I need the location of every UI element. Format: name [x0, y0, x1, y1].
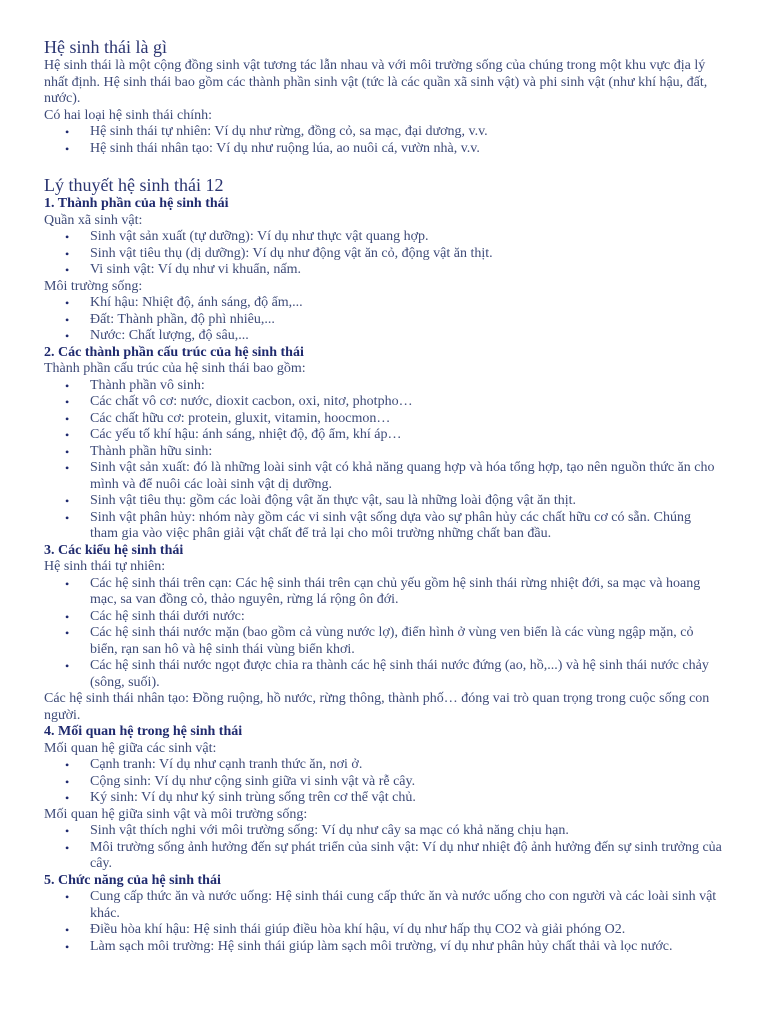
bullet-icon: • — [65, 263, 70, 277]
list-item — [65, 790, 722, 807]
bullet-icon: • — [65, 141, 70, 156]
list-item-text: Nước: Chất lượng, độ sâu,... — [90, 328, 249, 343]
bullet-icon: • — [65, 395, 70, 409]
list-item-text: Cạnh tranh: Ví dụ như cạnh tranh thức ăn, nơi ở. — [90, 757, 363, 772]
bullet-icon: • — [65, 461, 70, 475]
list-item-text: Các chất vô cơ: nước, dioxit cacbon, oxi, nitơ, photpho… — [90, 394, 413, 409]
list-item — [65, 295, 722, 312]
list-item — [65, 460, 722, 493]
list-item-text: Sinh vật sản xuất (tự dưỡng): Ví dụ như thực vật quang hợp. — [90, 229, 429, 244]
list-item-text: Các yếu tố khí hậu: ánh sáng, nhiệt độ, độ ẩm, khí áp… — [90, 427, 402, 442]
label-natural: Hệ sinh thái tự nhiên: — [44, 559, 166, 574]
list-item-text: Điều hòa khí hậu: Hệ sinh thái giúp điều hòa khí hậu, ví dụ như hấp thụ CO2 và giải phóng O2. — [90, 922, 626, 937]
bullet-icon: • — [65, 411, 70, 426]
types-intro: Có hai loại hệ sinh thái chính: — [44, 107, 212, 123]
label-organism-relations: Mối quan hệ giữa các sinh vật: — [44, 740, 217, 756]
list-item — [65, 229, 722, 246]
bullet-icon: • — [65, 125, 70, 139]
list-item-text: Làm sạch môi trường: Hệ sinh thái giúp làm sạch môi trường, ví dụ như phân hủy chất thải và lọc nước. — [90, 938, 673, 954]
list-item-text: Các hệ sinh thái trên cạn: Các hệ sinh thái trên cạn chủ yếu gồm hệ sinh thái rừng nhiệt đới, sa mạc và hoang mạc, sa van đồng cỏ, thảo nguyên, rừng lá rộng ôn đới. — [90, 575, 701, 607]
list-item — [65, 427, 722, 444]
list-item — [65, 773, 722, 791]
list-item-text: Các chất hữu cơ: protein, gluxit, vitamin, hoocmon… — [90, 410, 391, 426]
list-item-text: Các hệ sinh thái nước ngọt được chia ra thành các hệ sinh thái nước đứng (ao, hồ,...) và hệ sinh thái nước chảy (sông, suối). — [90, 658, 709, 690]
list-item — [65, 377, 722, 395]
bullet-icon: • — [65, 758, 70, 772]
list-item — [65, 394, 722, 411]
label-environment-relations: Mối quan hệ giữa sinh vật và môi trường sống: — [44, 806, 308, 822]
heading-components: 1. Thành phần của hệ sinh thái — [44, 196, 229, 211]
list-item-text: Thành phần vô sinh: — [90, 377, 205, 393]
list-item — [65, 262, 722, 279]
natural-types-list — [44, 576, 722, 692]
list-item — [65, 328, 722, 345]
bullet-icon: • — [65, 939, 70, 954]
bullet-icon: • — [65, 312, 70, 327]
bullet-icon: • — [65, 428, 70, 442]
bullet-icon: • — [65, 923, 70, 937]
section-title-theory: Lý thuyết hệ sinh thái 12 — [44, 175, 224, 195]
list-item-text: Sinh vật phân hủy: nhóm này gồm các vi sinh vật sống dựa vào sự phân hủy các chất hữu cơ có sẵn. Chúng tham gia vào việc phân giải vật chất để trả lại cho môi trường những chất ban đầu. — [90, 509, 691, 541]
list-item-text: Sinh vật sản xuất: đó là những loài sinh vật có khả năng quang hợp và hóa tổng hợp, tạo nên nguồn thức ăn cho mình và để nuôi các loài sinh vật dị dưỡng. — [90, 460, 715, 492]
bullet-icon: • — [65, 296, 70, 310]
list-item — [65, 575, 722, 609]
list-item — [65, 245, 722, 263]
environment-relations-list — [44, 823, 722, 873]
list-item — [65, 839, 722, 873]
list-item — [65, 922, 722, 939]
bullet-icon: • — [65, 510, 70, 525]
environment-list — [44, 295, 722, 345]
heading-relationships: 4. Mối quan hệ trong hệ sinh thái — [44, 724, 243, 739]
bullet-icon: • — [65, 791, 70, 805]
heading-functions: 5. Chức năng của hệ sinh thái — [44, 872, 221, 888]
bullet-icon: • — [65, 444, 70, 459]
list-item-text: Sinh vật tiêu thụ: gồm các loài động vật ăn thực vật, sau là những loài động vật ăn thịt. — [90, 493, 577, 508]
list-item — [65, 140, 722, 158]
bullet-icon: • — [65, 774, 70, 789]
list-item — [65, 509, 722, 543]
bullet-icon: • — [65, 576, 70, 591]
section-title-what-is-ecosystem: Hệ sinh thái là gì — [44, 37, 167, 57]
bullet-icon: • — [65, 890, 70, 904]
label-community: Quần xã sinh vật: — [44, 212, 143, 228]
structure-list — [44, 378, 722, 543]
bullet-icon: • — [65, 230, 70, 244]
list-item-text: Môi trường sống ảnh hưởng đến sự phát triển của sinh vật: Ví dụ như nhiệt độ ảnh hưởng đến sự sinh trưởng của cây. — [90, 839, 722, 871]
list-item — [65, 493, 722, 510]
intro-paragraph: Hệ sinh thái là một cộng đồng sinh vật tương tác lẫn nhau và với môi trường sống của chúng trong một khu vực địa lý nhất định. Hệ sinh thái bao gồm các thành phần sinh vật (tức là các quần xã sinh vật) và phi sinh vật (như khí hậu, đất, nước). — [44, 58, 708, 106]
bullet-icon: • — [65, 246, 70, 261]
list-item-text: Khí hậu: Nhiệt độ, ánh sáng, độ ẩm,... — [90, 295, 303, 310]
list-item-text: Sinh vật tiêu thụ (dị dưỡng): Ví dụ như động vật ăn cỏ, động vật ăn thịt. — [90, 245, 493, 261]
list-item — [65, 410, 722, 428]
ecosystem-types-list — [44, 124, 722, 157]
list-item — [65, 757, 722, 774]
list-item-text: Đất: Thành phần, độ phì nhiêu,... — [90, 311, 275, 327]
organism-relations-list — [44, 757, 722, 807]
list-item-text: Các hệ sinh thái nước mặn (bao gồm cả vùng nước lợ), điển hình ở vùng ven biển là các vùng ngập mặn, cỏ biển, rạn san hô và hệ sinh thái vùng biển khơi. — [90, 625, 694, 657]
list-item — [65, 938, 722, 956]
functions-list — [44, 889, 722, 955]
bullet-icon: • — [65, 329, 70, 343]
list-item-text: Cộng sinh: Ví dụ như cộng sinh giữa vi sinh vật và rễ cây. — [90, 773, 416, 789]
list-item — [65, 625, 722, 658]
list-item — [65, 608, 722, 626]
list-item-text: Sinh vật thích nghi với môi trường sống: Ví dụ như cây sa mạc có khả năng chịu hạn. — [90, 823, 569, 838]
list-item — [65, 443, 722, 461]
list-item — [65, 823, 722, 840]
bullet-icon: • — [65, 659, 70, 673]
heading-types: 3. Các kiểu hệ sinh thái — [44, 542, 184, 558]
list-item — [65, 889, 722, 922]
list-item — [65, 311, 722, 329]
bullet-icon: • — [65, 494, 70, 508]
bullet-icon: • — [65, 824, 70, 838]
bullet-icon: • — [65, 378, 70, 393]
label-structure: Thành phần cấu trúc của hệ sinh thái bao gồm: — [44, 361, 306, 376]
artificial-paragraph: Các hệ sinh thái nhân tạo: Đồng ruộng, hồ nước, rừng thông, thành phố… đóng vai trò quan trọng trong cuộc sống con người. — [44, 691, 710, 723]
list-item — [65, 658, 722, 691]
label-environment: Môi trường sống: — [44, 278, 143, 294]
bullet-icon: • — [65, 609, 70, 624]
list-item-text: Hệ sinh thái nhân tạo: Ví dụ như ruộng lúa, ao nuôi cá, vườn nhà, v.v. — [90, 140, 480, 156]
community-list — [44, 229, 722, 279]
bullet-icon: • — [65, 840, 70, 855]
list-item-text: Hệ sinh thái tự nhiên: Ví dụ như rừng, đồng cỏ, sa mạc, đại dương, v.v. — [90, 124, 488, 139]
bullet-icon: • — [65, 626, 70, 640]
heading-structure: 2. Các thành phần cấu trúc của hệ sinh thái — [44, 344, 304, 360]
list-item-text: Thành phần hữu sinh: — [90, 443, 213, 459]
list-item — [65, 124, 722, 141]
list-item-text: Ký sinh: Ví dụ như ký sinh trùng sống trên cơ thể vật chủ. — [90, 790, 416, 805]
list-item-text: Vi sinh vật: Ví dụ như vi khuẩn, nấm. — [90, 262, 302, 277]
list-item-text: Các hệ sinh thái dưới nước: — [90, 608, 245, 624]
list-item-text: Cung cấp thức ăn và nước uống: Hệ sinh thái cung cấp thức ăn và nước uống cho con người và các loài sinh vật khác. — [90, 889, 717, 921]
